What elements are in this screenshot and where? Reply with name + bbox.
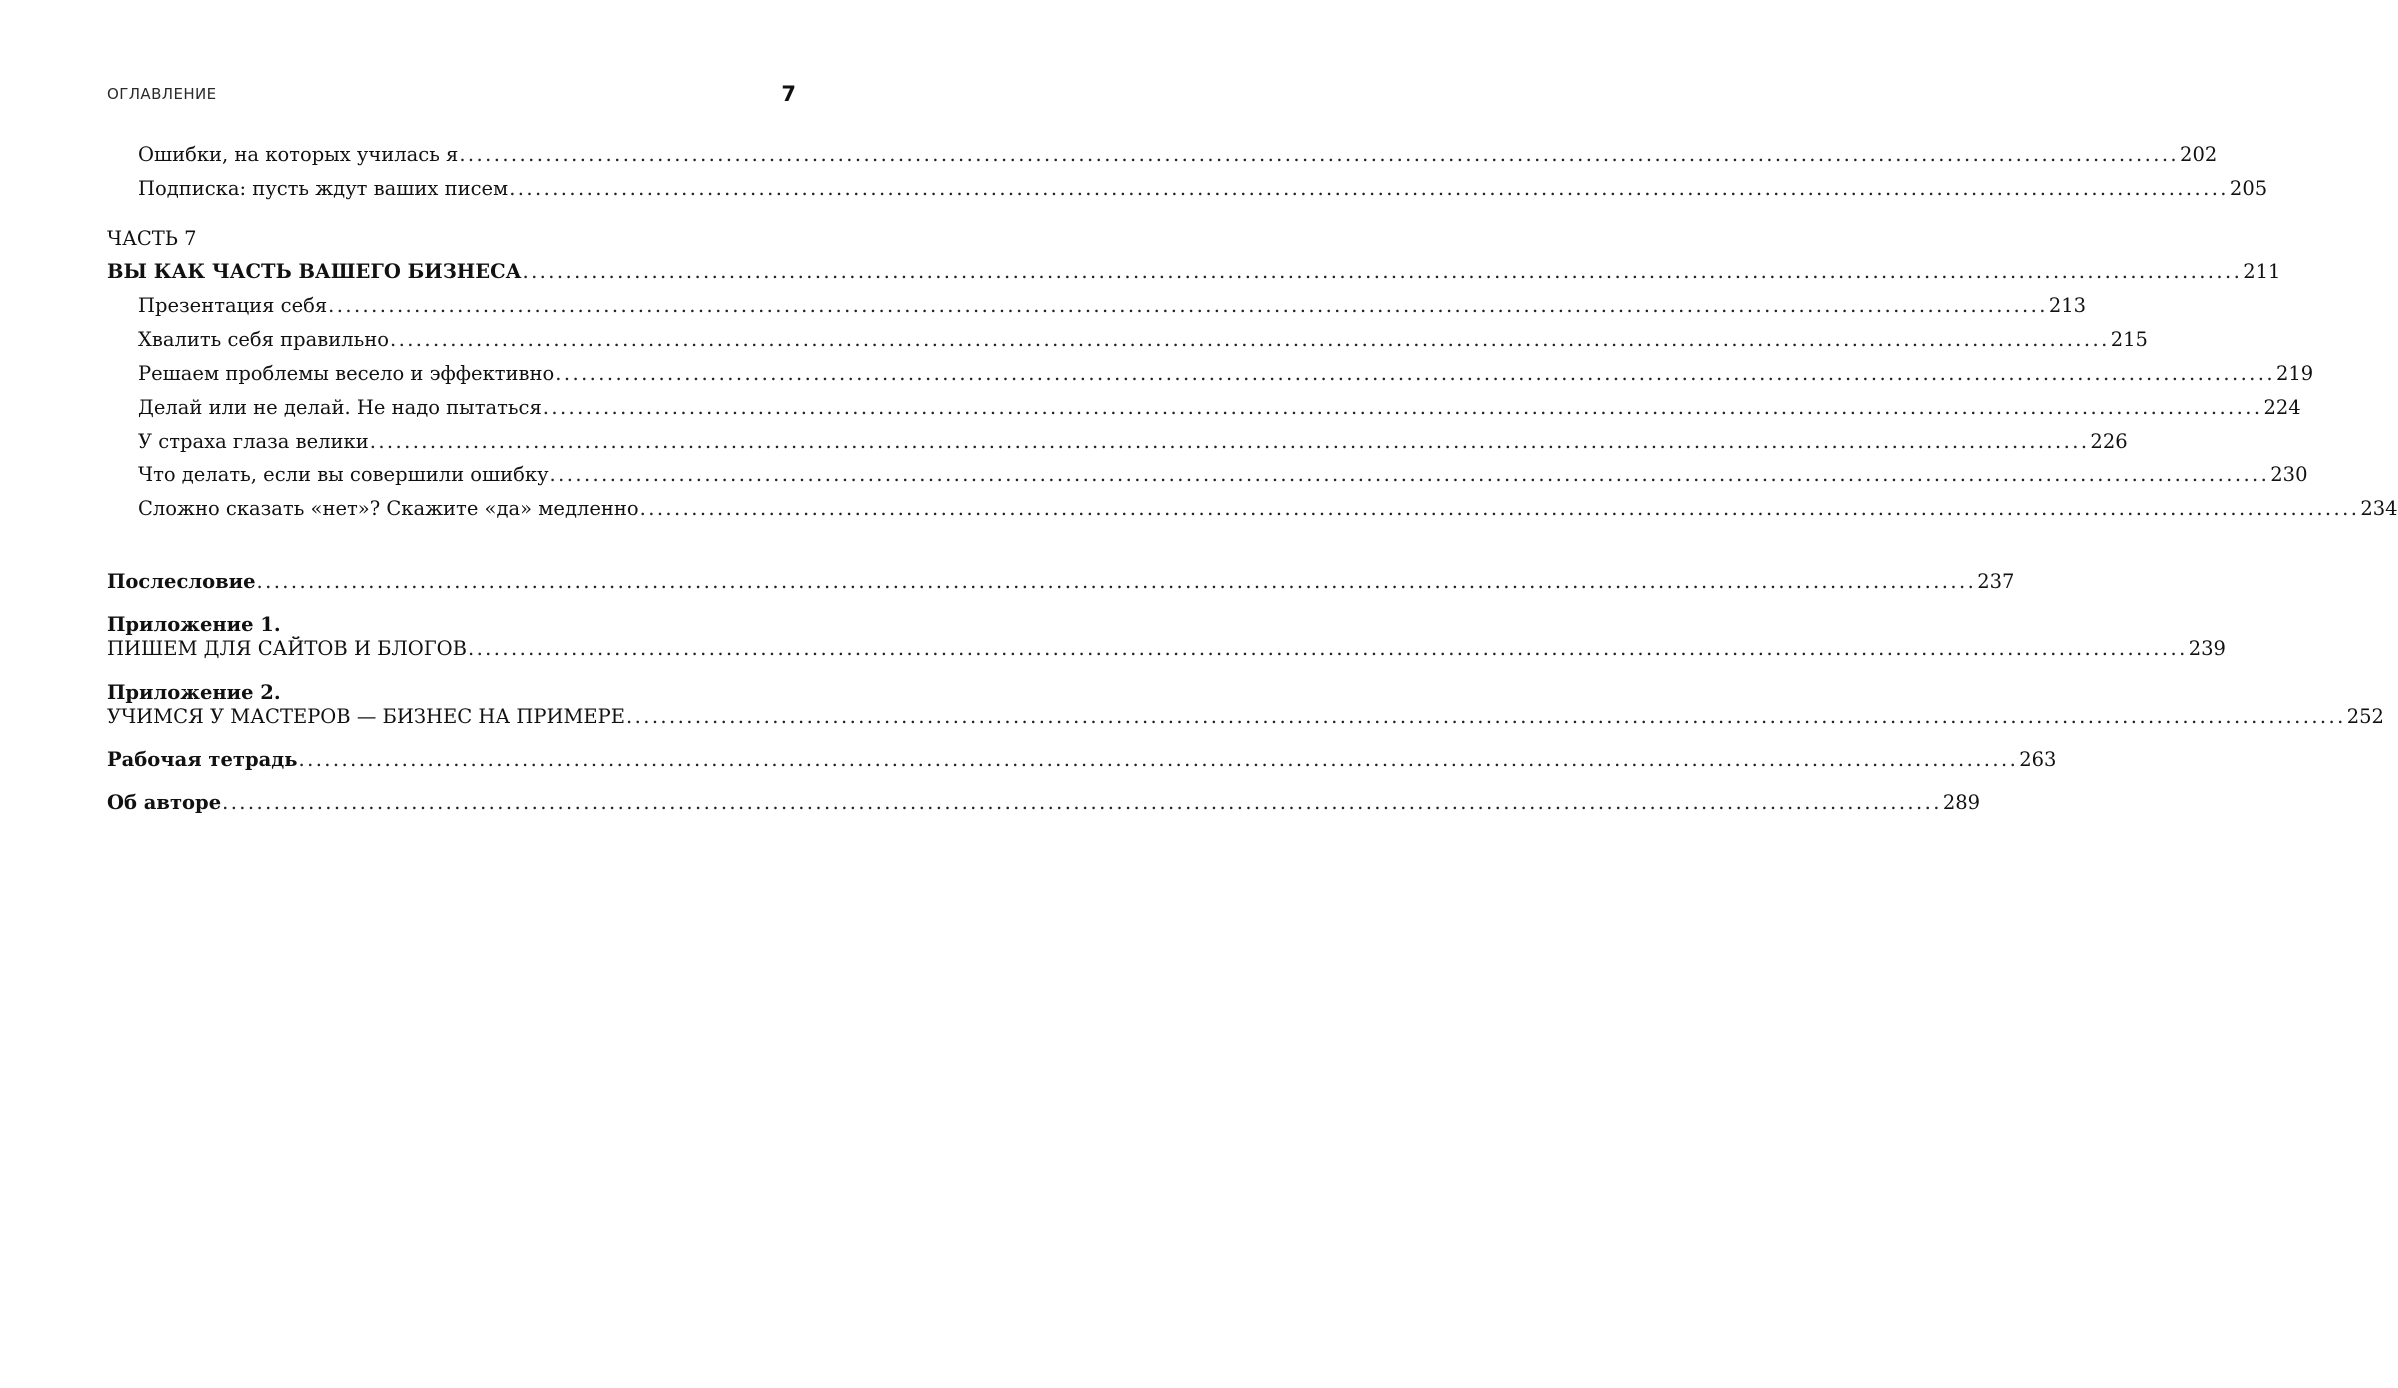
appendix-label: Приложение 1. (107, 613, 281, 636)
toc-entry-title: Рабочая тетрадь (107, 748, 298, 771)
toc-entry (138, 362, 2314, 392)
toc-entry (138, 396, 2301, 426)
toc-entry (138, 177, 2268, 207)
dot-leader: ........................................................................................................................................................................................................ (467, 637, 2188, 660)
dot-leader: ........................................................................................................................................................................................................ (459, 143, 2180, 166)
toc-entry-title: Сложно сказать «нет»? Скажите «да» медленно (138, 497, 639, 520)
dot-leader: ........................................................................................................................................................................................................ (555, 362, 2275, 385)
dot-leader: ........................................................................................................................................................................................................ (626, 705, 2346, 728)
toc-entry-page: 237 (1977, 570, 2015, 593)
running-title: ОГЛАВЛЕНИЕ (107, 85, 217, 103)
appendix-label: Приложение 2. (107, 681, 281, 704)
toc-entry-page: 289 (1942, 791, 1981, 814)
dot-leader: ........................................................................................................................................................................................................ (509, 177, 2229, 200)
toc-entry-title: Хвалить себя правильно (138, 328, 389, 351)
toc-entry-page: 211 (2243, 260, 2281, 283)
toc-entry-page: 205 (2229, 177, 2268, 200)
toc-entry-title: Подписка: пусть ждут ваших писем (138, 177, 509, 200)
dot-leader: ........................................................................................................................................................................................................ (522, 260, 2243, 283)
toc-entry-title: Презентация себя (138, 294, 328, 317)
toc-entry-title: У страха глаза велики (138, 430, 369, 453)
toc-entry-page: 213 (2048, 294, 2087, 317)
running-head (107, 80, 796, 108)
toc-entry-page: 252 (2346, 705, 2384, 728)
toc-entry-page: 202 (2180, 143, 2218, 166)
dot-leader: ........................................................................................................................................................................................................ (328, 294, 2048, 317)
dot-leader: ........................................................................................................................................................................................................ (542, 396, 2263, 419)
page-number: 7 (781, 82, 796, 106)
toc-entry-title: Что делать, если вы совершили ошибку (138, 463, 549, 486)
toc-entry-page: 239 (2188, 637, 2226, 660)
dot-leader: ........................................................................................................................................................................................................ (256, 570, 1977, 593)
toc-entry-title: Послесловие (107, 570, 256, 593)
toc-entry-page: 215 (2110, 328, 2148, 351)
toc-entry-page: 226 (2090, 430, 2128, 453)
toc-about-author (107, 791, 1981, 821)
toc-entry-title: Делай или не делай. Не надо пытаться (138, 396, 542, 419)
dot-leader: ........................................................................................................................................................................................................ (298, 748, 2019, 771)
dot-leader: ........................................................................................................................................................................................................ (369, 430, 2090, 453)
dot-leader: ........................................................................................................................................................................................................ (549, 463, 2270, 486)
toc-entry-title: Решаем проблемы весело и эффективно (138, 362, 555, 385)
toc-appendix-title (107, 705, 2384, 735)
toc-entry-page: 263 (2019, 748, 2057, 771)
toc-afterword (107, 570, 2015, 600)
toc-entry (138, 430, 2128, 460)
toc-entry (138, 463, 2308, 493)
toc-entry-title: ВЫ КАК ЧАСТЬ ВАШЕГО БИЗНЕСА (107, 260, 522, 283)
toc-entry (138, 497, 2398, 527)
toc-entry (138, 294, 2087, 324)
toc-entry-page: 219 (2275, 362, 2314, 385)
toc-entry-title: УЧИМСЯ У МАСТЕРОВ — БИЗНЕС НА ПРИМЕРЕ (107, 705, 626, 728)
toc-entry-title: Ошибки, на которых училась я (138, 143, 459, 166)
toc-entry-title: Об авторе (107, 791, 222, 814)
toc-entry-page: 234 (2360, 497, 2398, 520)
toc-entry (138, 328, 2148, 358)
toc-part-title (107, 260, 2281, 290)
toc-entry-title: ПИШЕМ ДЛЯ САЙТОВ И БЛОГОВ (107, 637, 467, 660)
toc-workbook (107, 748, 2057, 778)
part-label: ЧАСТЬ 7 (107, 227, 197, 250)
toc-entry (138, 143, 2218, 173)
toc-appendix-title (107, 637, 2226, 667)
dot-leader: ........................................................................................................................................................................................................ (390, 328, 2110, 351)
toc-entry-page: 224 (2263, 396, 2301, 419)
toc-entry-page: 230 (2270, 463, 2308, 486)
dot-leader: ........................................................................................................................................................................................................ (222, 791, 1942, 814)
dot-leader: ........................................................................................................................................................................................................ (639, 497, 2360, 520)
